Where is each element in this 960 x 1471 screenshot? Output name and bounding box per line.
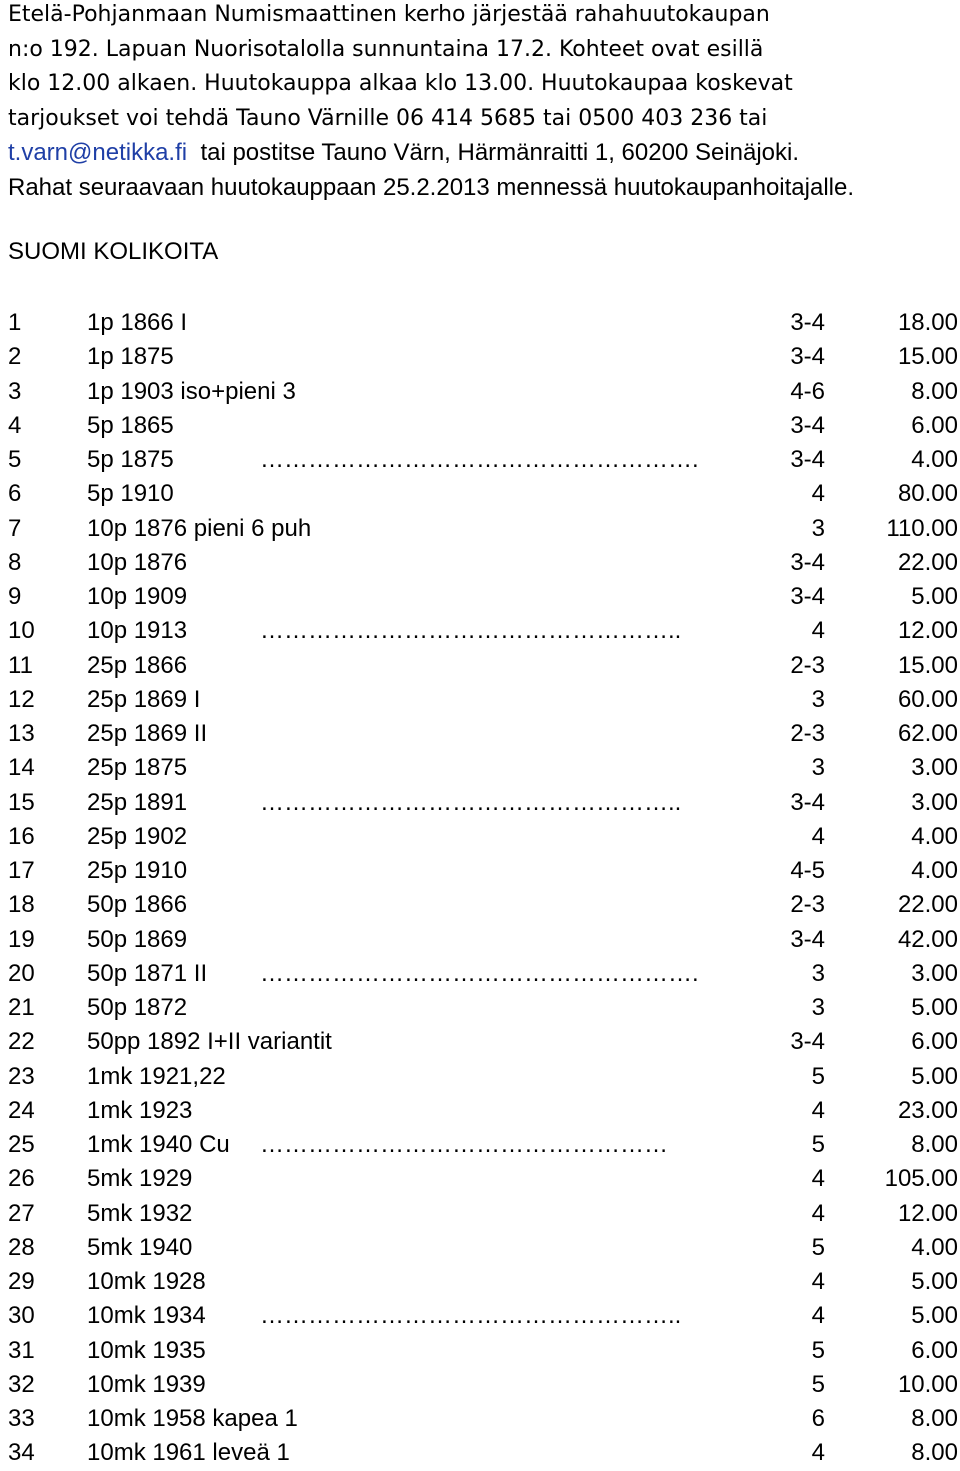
lot-row: [0, 443, 960, 477]
lot-starting-price: 6.00: [911, 1028, 958, 1056]
lot-row: [0, 1299, 960, 1333]
lot-condition: 3: [811, 994, 825, 1021]
lot-list: [0, 306, 960, 1471]
lot-starting-price: 42.00: [897, 925, 958, 953]
lot-leader-dots: ……………………………………………….: [260, 959, 699, 987]
announcement-line: n:o 192. Lapuan Nuorisotalolla sunnuntaina 17.2. Kohteet ovat esillä: [8, 36, 764, 62]
lot-row: [0, 580, 960, 614]
lot-starting-price: 3.00: [911, 959, 958, 987]
lot-leader-dots: ……………………………………………..: [260, 617, 682, 645]
lot-leader-dots: ……………………………………………..: [260, 788, 682, 816]
lot-starting-price: 15.00: [897, 651, 958, 679]
postal-address: tai postitse Tauno Värn, Härmänraitti 1, 60200 Seinäjoki.: [187, 139, 800, 167]
lot-number: 16: [8, 822, 35, 850]
lot-starting-price: 5.00: [911, 1268, 958, 1295]
announcement-line: [8, 138, 958, 173]
lot-number: 8: [8, 548, 22, 576]
lot-number: 23: [8, 1062, 35, 1090]
announcement-line: tarjoukset voi tehdä Tauno Värnille 06 414 5685 tai 0500 403 236 tai: [8, 105, 768, 131]
lot-description: 10mk 1934: [87, 1302, 206, 1330]
lot-description: 25p 1869 II: [87, 720, 208, 747]
lot-number: 6: [8, 480, 22, 508]
lot-description: 10mk 1939: [87, 1370, 206, 1398]
lot-condition: 3: [811, 685, 825, 713]
lot-starting-price: 15.00: [897, 343, 958, 371]
lot-leader-dots: ……………………………………………….: [260, 446, 699, 473]
lot-condition: 2-3: [790, 651, 825, 679]
lot-number: 15: [8, 788, 35, 816]
lot-row: [0, 1265, 960, 1299]
lot-number: 31: [8, 1336, 35, 1364]
lot-number: 26: [8, 1165, 35, 1193]
lot-starting-price: 3.00: [911, 754, 958, 782]
lot-condition: 3-4: [790, 446, 825, 473]
lot-row: [0, 306, 960, 340]
lot-condition: 3-4: [790, 788, 825, 816]
lot-number: 5: [8, 446, 22, 473]
lot-description: 5mk 1932: [87, 1199, 193, 1227]
lot-starting-price: 110.00: [886, 514, 958, 542]
lot-condition: 4: [811, 822, 825, 850]
lot-number: 28: [8, 1233, 35, 1261]
lot-number: 10: [8, 617, 35, 645]
lot-description: 25p 1869 I: [87, 685, 201, 713]
lot-starting-price: 3.00: [911, 788, 958, 816]
lot-condition: 4: [811, 617, 825, 645]
lot-number: 1: [8, 309, 22, 336]
lot-condition: 4: [811, 1439, 825, 1467]
lot-row: [0, 477, 960, 511]
lot-starting-price: 80.00: [897, 480, 958, 508]
lot-row: [0, 751, 960, 785]
lot-row: [0, 717, 960, 751]
lot-number: 22: [8, 1028, 35, 1056]
lot-description: 10mk 1935: [87, 1336, 206, 1364]
announcement-line: Rahat seuraavaan huutokauppaan 25.2.2013 mennessä huutokaupanhoitajalle.: [8, 173, 854, 201]
lot-number: 18: [8, 891, 35, 919]
lot-description: 1p 1866 I: [87, 309, 188, 336]
lot-description: 10mk 1958 kapea 1: [87, 1405, 298, 1432]
lot-row: [0, 854, 960, 888]
lot-condition: 3-4: [790, 925, 825, 953]
lot-starting-price: 4.00: [911, 857, 958, 884]
lot-condition: 4: [811, 1302, 825, 1330]
lot-description: 10p 1913: [87, 617, 188, 645]
lot-starting-price: 60.00: [897, 685, 958, 713]
lot-leader-dots: ……………………………………………..: [260, 1302, 682, 1330]
lot-number: 14: [8, 754, 35, 782]
lot-row: [0, 1025, 960, 1059]
lot-row: [0, 649, 960, 683]
lot-row: [0, 1334, 960, 1368]
lot-row: [0, 409, 960, 443]
lot-starting-price: 4.00: [911, 446, 958, 473]
lot-description: 1p 1903 iso+pieni 3: [87, 377, 296, 405]
lot-row: [0, 375, 960, 409]
lot-condition: 4: [811, 1165, 825, 1193]
lot-description: 5mk 1940: [87, 1233, 193, 1261]
lot-starting-price: 105.00: [884, 1165, 958, 1193]
lot-description: 25p 1891: [87, 788, 188, 816]
lot-number: 25: [8, 1131, 35, 1158]
lot-starting-price: 6.00: [911, 1336, 958, 1364]
lot-condition: 3: [811, 754, 825, 782]
lot-description: 50pp 1892 I+II variantit: [87, 1028, 332, 1056]
lot-number: 27: [8, 1199, 35, 1227]
lot-condition: 3-4: [790, 411, 825, 439]
lot-starting-price: 5.00: [911, 1302, 958, 1330]
lot-starting-price: 4.00: [911, 822, 958, 850]
lot-number: 2: [8, 343, 22, 371]
section-title: SUOMI KOLIKOITA: [8, 238, 219, 265]
lot-starting-price: 62.00: [897, 720, 958, 747]
lot-row: [0, 888, 960, 922]
lot-description: 50p 1871 II: [87, 959, 208, 987]
lot-starting-price: 12.00: [897, 617, 958, 645]
lot-leader-dots: ……………………………………………: [260, 1131, 668, 1158]
lot-description: 10p 1876 pieni 6 puh: [87, 514, 312, 542]
lot-row: [0, 991, 960, 1025]
lot-number: 20: [8, 959, 35, 987]
lot-condition: 5: [811, 1336, 825, 1364]
lot-starting-price: 8.00: [911, 377, 958, 405]
lot-number: 32: [8, 1370, 35, 1398]
lot-description: 1p 1875: [87, 343, 174, 371]
lot-row: [0, 1128, 960, 1162]
lot-description: 1mk 1923: [87, 1096, 193, 1124]
lot-starting-price: 6.00: [911, 411, 958, 439]
lot-description: 50p 1866: [87, 891, 188, 919]
email-link[interactable]: t.varn@netikka.fi: [8, 139, 188, 167]
lot-condition: 5: [811, 1233, 825, 1261]
lot-description: 5p 1910: [87, 480, 174, 508]
lot-row: [0, 957, 960, 991]
lot-description: 25p 1875: [87, 754, 188, 782]
lot-condition: 4: [811, 480, 825, 508]
lot-number: 3: [8, 377, 22, 405]
lot-description: 25p 1866: [87, 651, 188, 679]
lot-number: 13: [8, 720, 35, 747]
lot-description: 25p 1910: [87, 857, 188, 884]
lot-description: 50p 1872: [87, 994, 188, 1021]
lot-row: [0, 340, 960, 374]
lot-number: 4: [8, 411, 22, 439]
lot-description: 5p 1865: [87, 411, 174, 439]
lot-number: 12: [8, 685, 35, 713]
lot-starting-price: 8.00: [911, 1439, 958, 1467]
lot-description: 10mk 1928: [87, 1268, 206, 1295]
lot-condition: 2-3: [790, 720, 825, 747]
lot-row: [0, 546, 960, 580]
lot-description: 10mk 1961 leveä 1: [87, 1439, 290, 1467]
lot-row: [0, 786, 960, 820]
lot-description: 1mk 1940 Cu: [87, 1131, 230, 1158]
lot-condition: 3-4: [790, 548, 825, 576]
lot-number: 9: [8, 583, 22, 610]
lot-row: [0, 1060, 960, 1094]
lot-condition: 3: [811, 514, 825, 542]
lot-number: 11: [8, 651, 33, 679]
lot-row: [0, 1368, 960, 1402]
lot-row: [0, 1402, 960, 1436]
lot-row: [0, 1436, 960, 1470]
lot-condition: 5: [811, 1370, 825, 1398]
lot-row: [0, 1094, 960, 1128]
announcement-line: klo 12.00 alkaen. Huutokauppa alkaa klo 13.00. Huutokaupaa koskevat: [8, 71, 793, 97]
lot-number: 33: [8, 1405, 35, 1432]
announcement-line: Etelä-Pohjanmaan Numismaattinen kerho järjestää rahahuutokaupan: [8, 2, 770, 27]
lot-condition: 3-4: [790, 1028, 825, 1056]
lot-condition: 3-4: [790, 309, 825, 336]
lot-starting-price: 22.00: [897, 548, 958, 576]
lot-starting-price: 12.00: [897, 1199, 958, 1227]
lot-description: 25p 1902: [87, 822, 188, 850]
lot-description: 5mk 1929: [87, 1165, 193, 1193]
lot-row: [0, 512, 960, 546]
lot-starting-price: 8.00: [911, 1131, 958, 1158]
lot-condition: 5: [811, 1131, 825, 1158]
lot-starting-price: 10.00: [897, 1370, 958, 1398]
lot-starting-price: 5.00: [911, 583, 958, 610]
lot-condition: 4: [811, 1096, 825, 1124]
lot-row: [0, 1197, 960, 1231]
lot-condition: 2-3: [790, 891, 825, 919]
lot-number: 19: [8, 925, 35, 953]
lot-starting-price: 18.00: [897, 309, 958, 336]
lot-description: 1mk 1921,22: [87, 1062, 226, 1090]
lot-row: [0, 1162, 960, 1196]
lot-number: 29: [8, 1268, 35, 1295]
lot-number: 30: [8, 1302, 35, 1330]
lot-description: 5p 1875: [87, 446, 174, 473]
auction-announcement: [8, 0, 958, 208]
lot-condition: 4-5: [790, 857, 825, 884]
lot-number: 17: [8, 857, 35, 884]
lot-number: 21: [8, 994, 35, 1021]
lot-condition: 3-4: [790, 583, 825, 610]
lot-starting-price: 22.00: [897, 891, 958, 919]
lot-description: 10p 1909: [87, 583, 188, 610]
lot-starting-price: 4.00: [911, 1233, 958, 1261]
lot-number: 34: [8, 1439, 35, 1467]
lot-starting-price: 23.00: [897, 1096, 958, 1124]
lot-description: 50p 1869: [87, 925, 188, 953]
lot-condition: 4: [811, 1268, 825, 1295]
lot-condition: 6: [811, 1405, 825, 1432]
lot-row: [0, 683, 960, 717]
lot-starting-price: 8.00: [911, 1405, 958, 1432]
lot-description: 10p 1876: [87, 548, 188, 576]
lot-row: [0, 1231, 960, 1265]
lot-condition: 4-6: [790, 377, 825, 405]
lot-row: [0, 923, 960, 957]
lot-starting-price: 5.00: [911, 994, 958, 1021]
lot-condition: 3: [811, 959, 825, 987]
lot-row: [0, 820, 960, 854]
lot-condition: 5: [811, 1062, 825, 1090]
lot-number: 24: [8, 1096, 35, 1124]
lot-number: 7: [8, 514, 22, 542]
lot-row: [0, 614, 960, 648]
lot-condition: 3-4: [790, 343, 825, 371]
lot-starting-price: 5.00: [911, 1062, 958, 1090]
lot-condition: 4: [811, 1199, 825, 1227]
